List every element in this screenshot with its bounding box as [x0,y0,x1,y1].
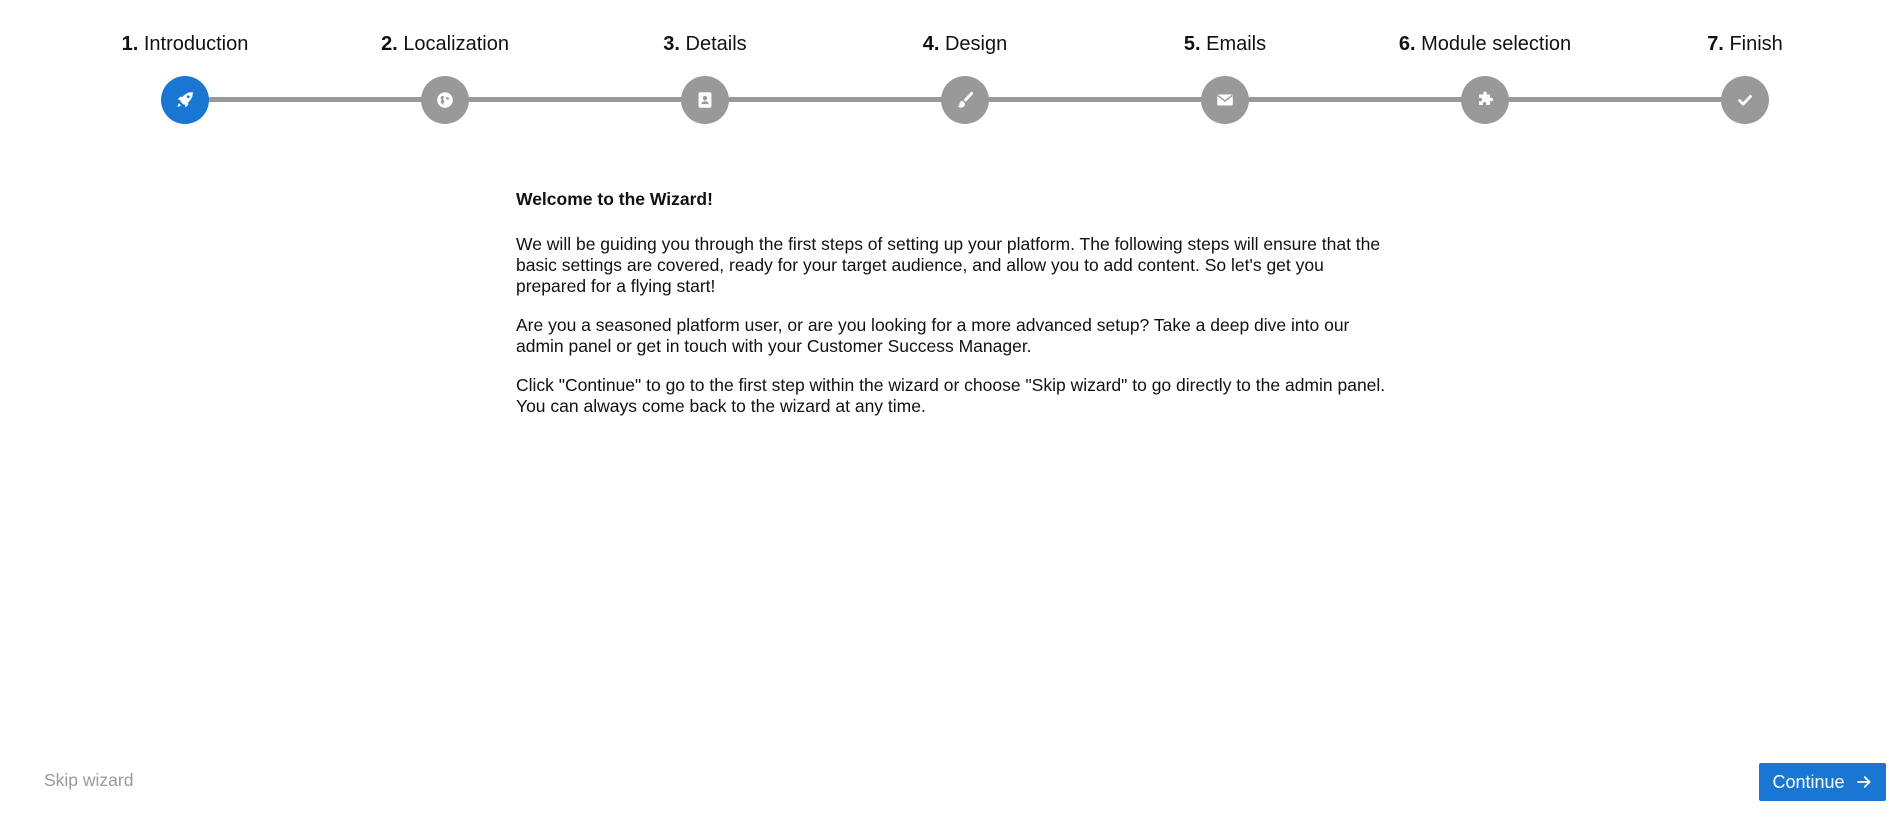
step-label: 4. Design [922,33,1008,55]
skip-wizard-link[interactable]: Skip wizard [44,770,134,790]
step-label: 1. Introduction [121,33,249,55]
step-label: 2. Localization [381,33,509,55]
step-introduction[interactable] [65,0,305,130]
step-circle[interactable] [1461,76,1509,124]
step-circle[interactable] [161,76,209,124]
envelope-icon [1214,89,1236,111]
check-icon [1734,89,1756,111]
step-label: 7. Finish [1707,33,1783,55]
step-label: 3. Details [663,33,747,55]
step-circle[interactable] [1201,76,1249,124]
step-circle[interactable] [681,76,729,124]
address-card-icon [694,89,716,111]
step-finish[interactable] [1625,0,1865,130]
step-circle[interactable] [421,76,469,124]
step-localization[interactable] [325,0,565,130]
step-label: 6. Module selection [1398,33,1572,55]
puzzle-piece-icon [1474,89,1496,111]
page-title: Welcome to the Wizard! [516,189,713,209]
step-module-selection[interactable] [1365,0,1605,130]
arrow-right-icon [1855,773,1873,791]
wizard-intro-content [516,189,1396,435]
step-design[interactable] [845,0,1085,130]
advanced-setup-paragraph: Are you a seasoned platform user, or are you looking for a more advanced setup? Take a deep dive into our admin panel or get in touch with your Customer Success Manager. [516,315,1350,356]
step-circle[interactable] [941,76,989,124]
step-circle[interactable] [1721,76,1769,124]
continue-button[interactable] [1759,763,1886,801]
step-details[interactable] [585,0,825,130]
rocket-icon [174,89,196,111]
wizard-stepper [0,0,1901,130]
instructions-paragraph: Click "Continue" to go to the first step within the wizard or choose "Skip wizard" to go directly to the admin panel. You can always come back to the wizard at any time. [516,375,1386,416]
globe-icon [434,89,456,111]
continue-button-label: Continue [1772,771,1845,792]
step-label: 5. Emails [1183,33,1267,55]
step-emails[interactable] [1105,0,1345,130]
paint-brush-icon [954,89,976,111]
intro-paragraph: We will be guiding you through the first steps of setting up your platform. The following steps will ensure that the basic settings are covered, ready for your target audience, and allow you to add content. So let's get you prepared for a flying start! [516,234,1381,296]
